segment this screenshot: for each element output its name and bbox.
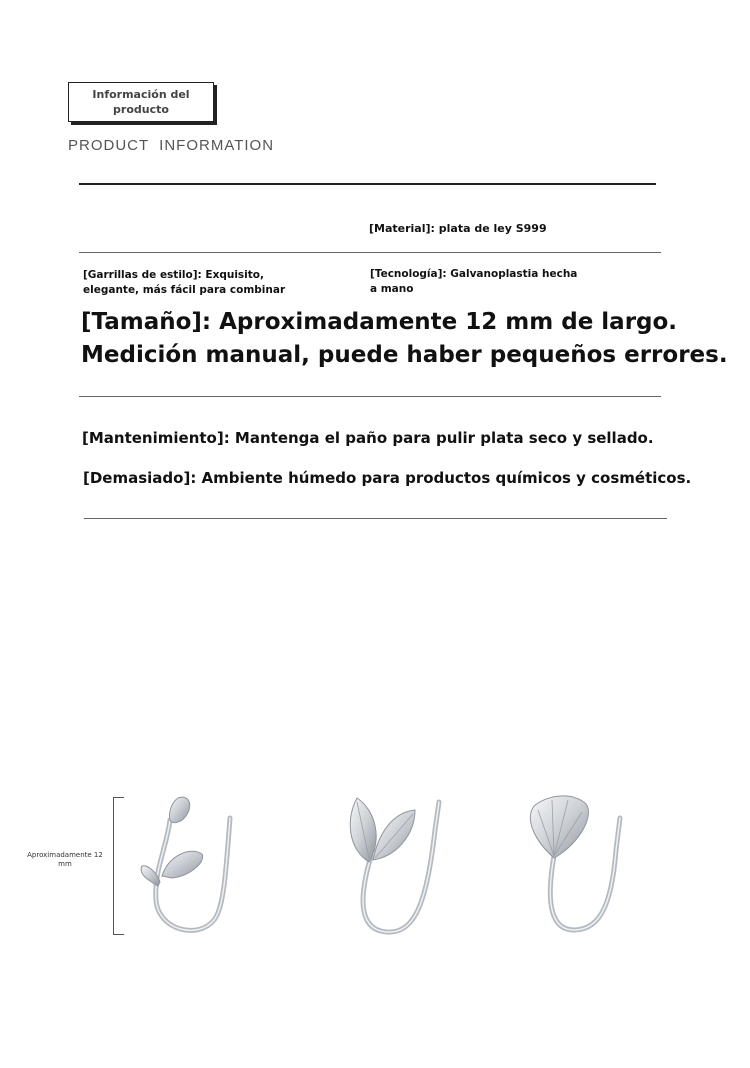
double-leaf-ear-cuff-image <box>335 790 455 940</box>
spec-divider-1 <box>79 252 661 253</box>
top-rule <box>79 183 656 185</box>
care-avoid: [Demasiado]: Ambiente húmedo para productos químicos y cosméticos. <box>83 469 692 487</box>
spec-size-line1: [Tamaño]: Aproximadamente 12 mm de largo. <box>81 309 678 335</box>
dimension-bracket <box>113 797 124 935</box>
spec-technology: [Tecnología]: Galvanoplastia hecha a mano <box>370 268 578 295</box>
care-divider <box>84 518 667 519</box>
spec-divider-2 <box>79 396 661 397</box>
spec-material: [Material]: plata de ley S999 <box>369 222 547 235</box>
subtitle-word-product: PRODUCT <box>68 137 150 154</box>
dimension-label: Aproximadamente 12 mm <box>27 851 103 868</box>
subtitle-word-information: INFORMATION <box>159 137 275 154</box>
sprout-ear-cuff-image <box>128 790 248 940</box>
care-maintenance: [Mantenimiento]: Mantenga el paño para pulir plata seco y sellado. <box>82 429 654 447</box>
ginkgo-leaf-ear-cuff-image <box>520 790 640 940</box>
spec-size <box>81 306 741 372</box>
product-info-title: Información del producto <box>92 88 190 116</box>
spec-size-line2: Medición manual, puede haber pequeños errores. <box>81 342 728 368</box>
product-info-subtitle <box>68 137 274 154</box>
product-info-title-box <box>68 82 214 122</box>
spec-style: [Garrillas de estilo]: Exquisito, elegante, más fácil para combinar <box>83 269 286 296</box>
